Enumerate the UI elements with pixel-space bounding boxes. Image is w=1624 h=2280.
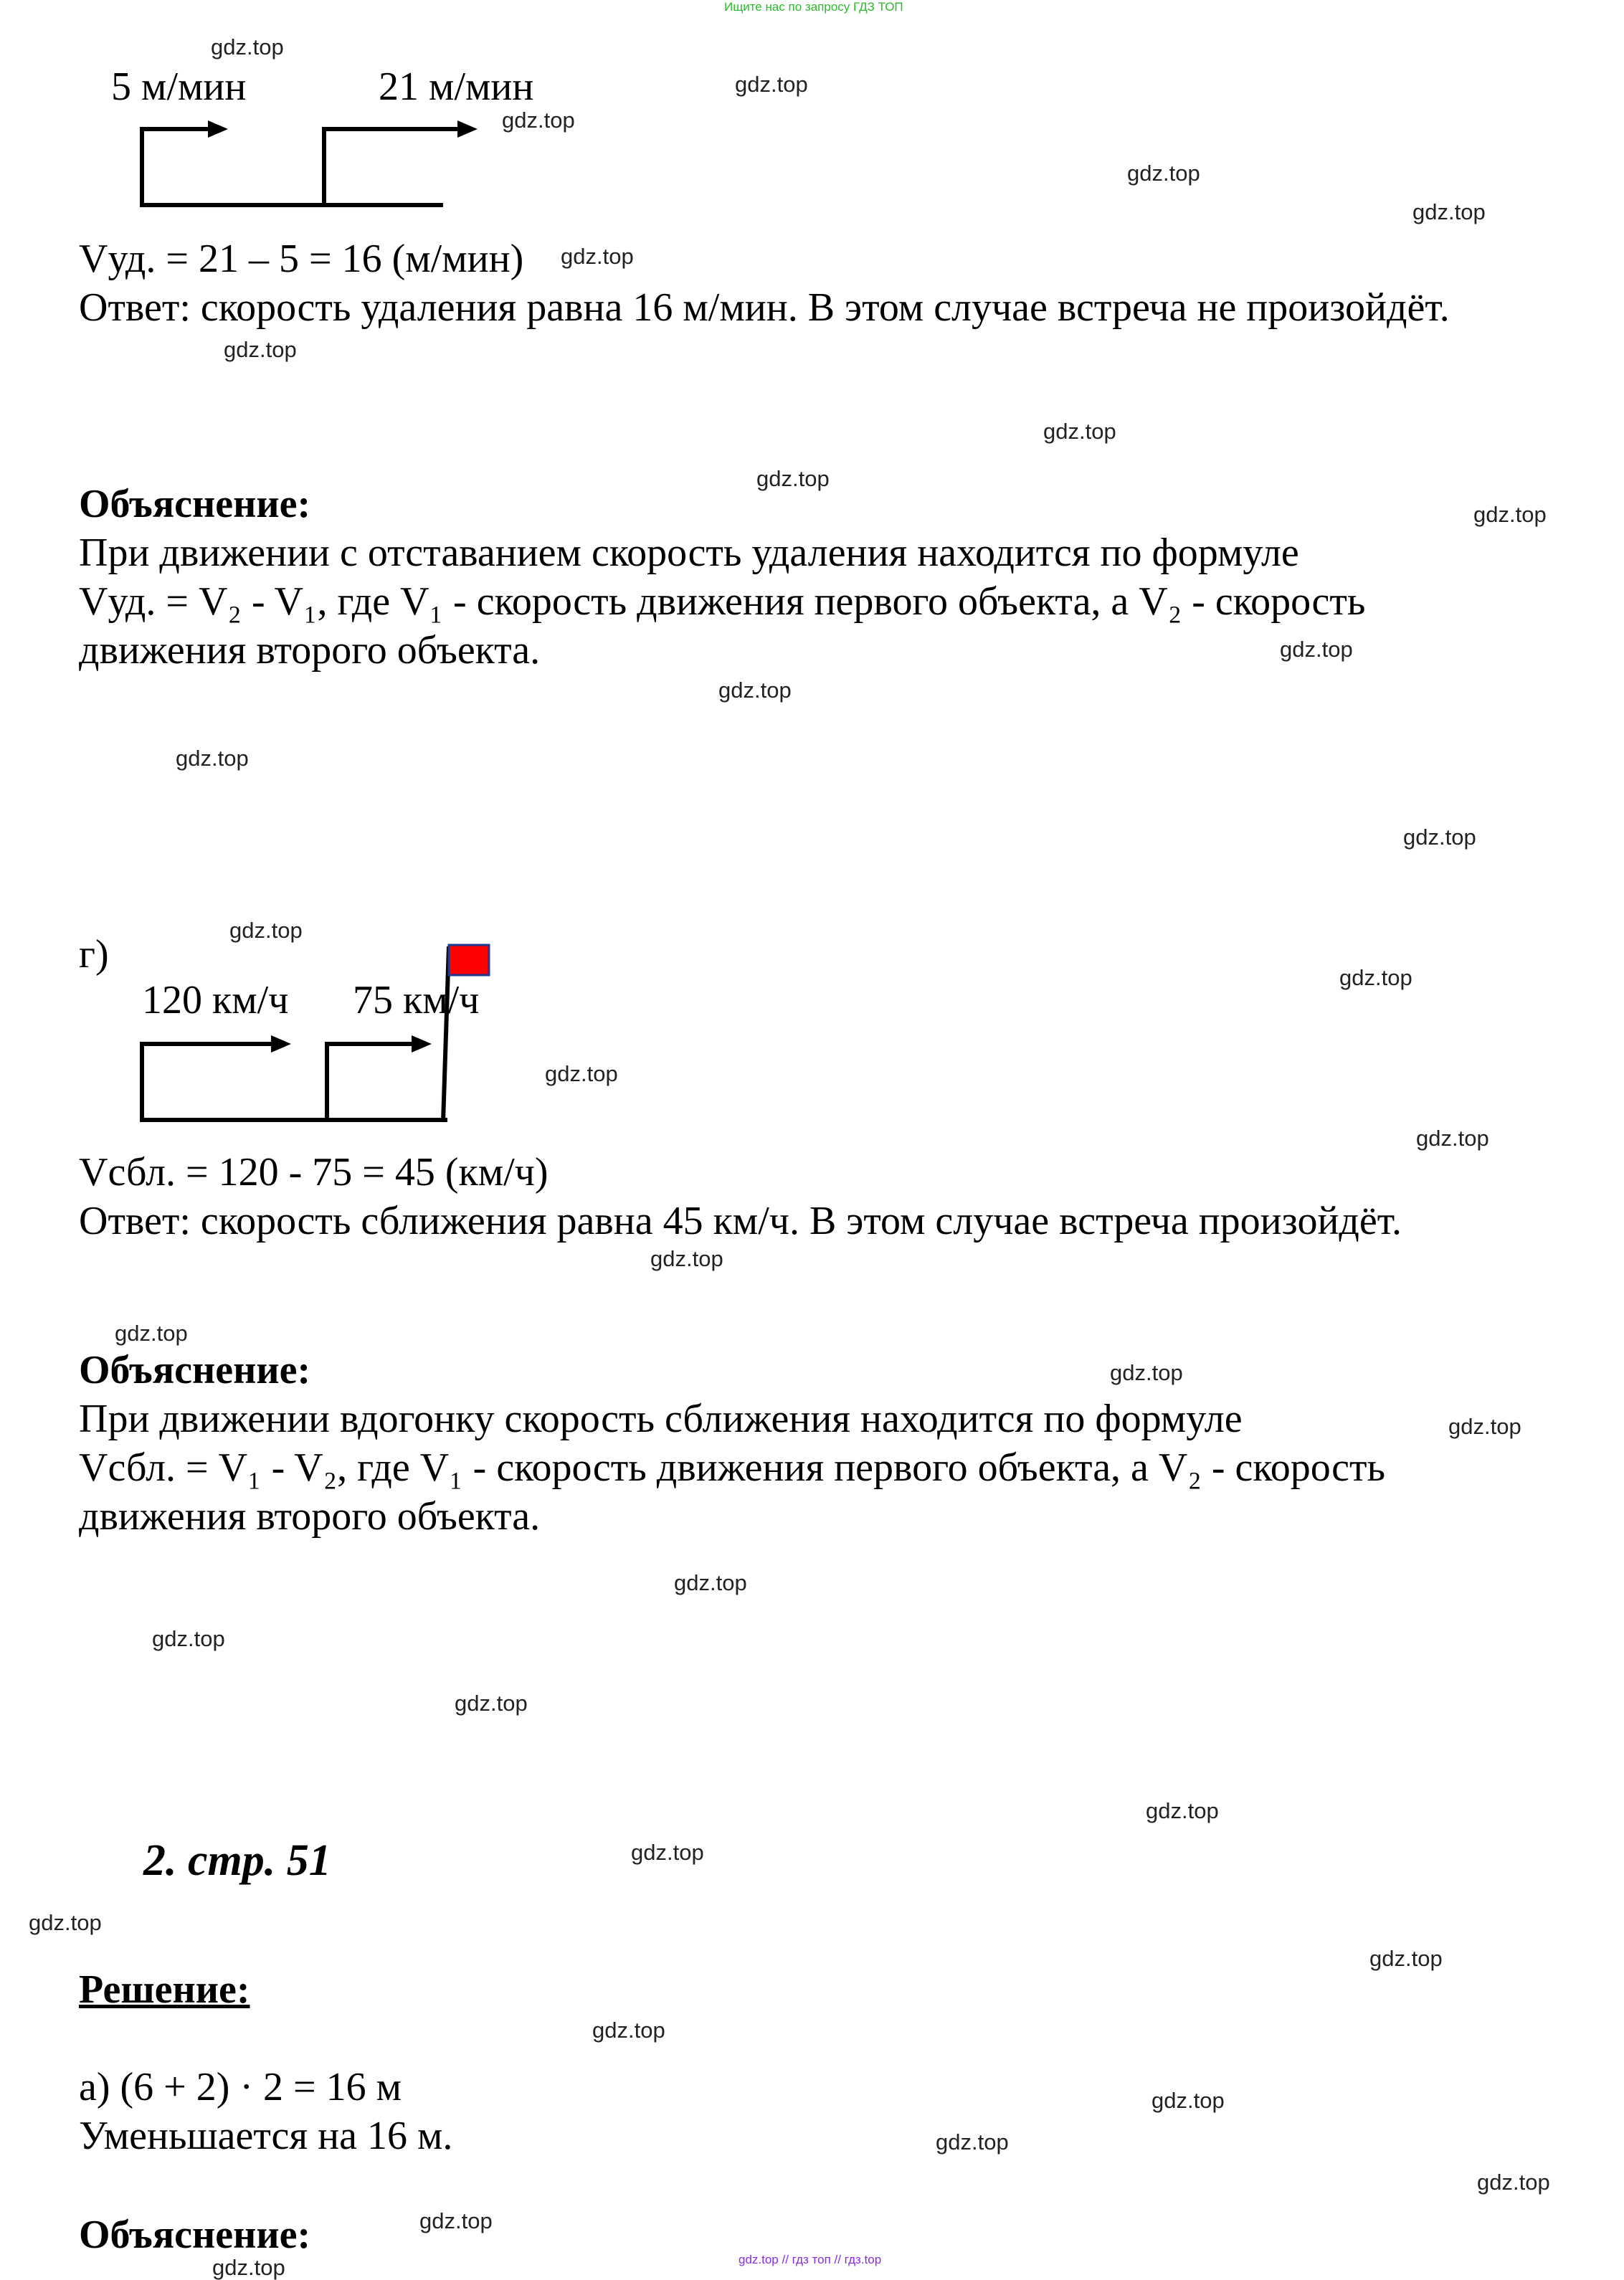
watermark: gdz.top	[592, 2018, 665, 2043]
explanation-title-2: Объяснение:	[79, 2213, 311, 2257]
watermark: gdz.top	[650, 1246, 723, 1271]
watermark: gdz.top	[756, 466, 830, 491]
watermark: gdz.top	[1473, 502, 1547, 527]
explanation-line-2: Vуд. = V₂ - V₁, где V₁ - скорость движения первого объекта, а V₂ - скорость	[79, 579, 1366, 624]
explanation-line-3: движения второго объекта.	[79, 628, 541, 673]
watermark: gdz.top	[211, 34, 284, 60]
solution-title: Решение:	[79, 1967, 250, 2012]
explanation-title-g: Объяснение:	[79, 1348, 311, 1392]
watermark: gdz.top	[229, 918, 303, 943]
header-link[interactable]: Ищите нас по запросу ГДЗ ТОП	[724, 0, 903, 14]
watermark: gdz.top	[1151, 2088, 1225, 2113]
watermark: gdz.top	[419, 2208, 493, 2233]
watermark: gdz.top	[1146, 1798, 1219, 1823]
watermark: gdz.top	[212, 2255, 285, 2280]
watermark: gdz.top	[502, 108, 575, 133]
watermark: gdz.top	[115, 1321, 188, 1346]
explanation-title-v: Объяснение:	[79, 482, 311, 526]
explanation-line-2-g: Vсбл. = V₁ - V₂, где V₁ - скорость движения первого объекта, а V₂ - скорость	[79, 1445, 1385, 1490]
watermark: gdz.top	[1416, 1126, 1489, 1151]
watermark: gdz.top	[936, 2129, 1009, 2155]
speed-label-1-g: 120 км/ч	[142, 978, 289, 1022]
watermark: gdz.top	[1043, 419, 1116, 444]
speed-label-2-g: 75 км/ч	[353, 978, 480, 1022]
solution-line-a2: Уменьшается на 16 м.	[79, 2114, 453, 2158]
watermark: gdz.top	[1477, 2170, 1550, 2195]
solution-line-a: а) (6 + 2) · 2 = 16 м	[79, 2065, 402, 2109]
formula-g: Vсбл. = 120 - 75 = 45 (км/ч)	[79, 1150, 549, 1194]
explanation-line-3-g: движения второго объекта.	[79, 1494, 541, 1539]
watermark: gdz.top	[455, 1691, 528, 1716]
finish-flag	[449, 945, 489, 975]
formula-v: Vуд. = 21 – 5 = 16 (м/мин)	[79, 237, 524, 281]
watermark: gdz.top	[1339, 965, 1412, 990]
watermark: gdz.top	[674, 1570, 747, 1595]
item-label-g: г)	[79, 932, 109, 977]
watermark: gdz.top	[1412, 199, 1486, 224]
arrow-head-1	[271, 1035, 291, 1053]
watermark: gdz.top	[176, 746, 249, 771]
watermark: gdz.top	[1369, 1946, 1443, 1971]
watermark: gdz.top	[561, 244, 634, 269]
watermark: gdz.top	[1403, 825, 1476, 850]
answer-v: Ответ: скорость удаления равна 16 м/мин. В этом случае встреча не произойдёт.	[79, 285, 1450, 330]
explanation-line-1-g: При движении вдогонку скорость сближения находится по формуле	[79, 1397, 1243, 1441]
watermark: gdz.top	[152, 1626, 225, 1651]
watermark: gdz.top	[718, 678, 792, 703]
watermark: gdz.top	[1448, 1414, 1521, 1439]
watermark: gdz.top	[1280, 637, 1353, 662]
watermark: gdz.top	[631, 1840, 704, 1865]
watermark: gdz.top	[545, 1061, 618, 1086]
watermark: gdz.top	[1127, 161, 1200, 186]
arrow-head-2	[412, 1035, 432, 1053]
watermark: gdz.top	[1110, 1360, 1183, 1385]
task-heading: 2. стр. 51	[143, 1836, 331, 1885]
watermark: gdz.top	[224, 337, 297, 362]
speed-label-2: 21 м/мин	[379, 65, 534, 109]
explanation-line-1: При движении с отставанием скорость удаления находится по формуле	[79, 531, 1299, 575]
watermark: gdz.top	[735, 72, 808, 97]
watermark: gdz.top	[29, 1910, 102, 1935]
footer-link[interactable]: gdz.top // гдз топ // гдз.top	[739, 2253, 882, 2266]
answer-g: Ответ: скорость сближения равна 45 км/ч. В этом случае встреча произойдёт.	[79, 1199, 1402, 1243]
speed-label-1: 5 м/мин	[111, 65, 247, 109]
